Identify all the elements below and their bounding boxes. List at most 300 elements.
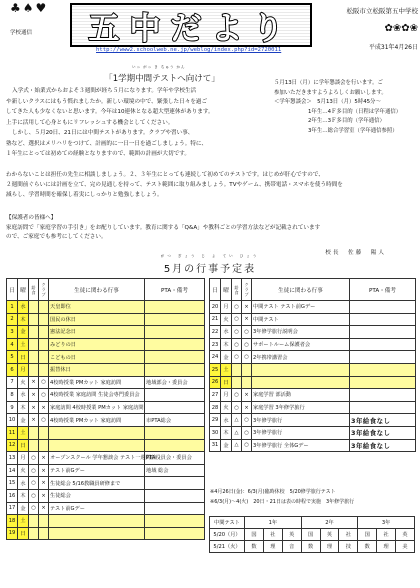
day-cell: 29 [210, 414, 221, 427]
club-cell: × [39, 464, 49, 477]
table-row [7, 351, 205, 364]
weekday-cell: 日 [221, 376, 232, 389]
lunch-cell [29, 313, 39, 326]
club-cell [242, 376, 252, 389]
newsletter-header [0, 0, 420, 58]
pta-cell: 3年給食なし [350, 439, 416, 452]
day-cell: 5 [7, 351, 18, 364]
lunch-cell: △ [232, 439, 242, 452]
table-row [210, 363, 416, 376]
pta-cell: 3年給食なし [350, 414, 416, 427]
pta-cell [145, 439, 205, 452]
event-cell: 家庭訪問 4校時授業 PMカット 家庭訪問 [49, 401, 145, 414]
day-cell: 12 [7, 439, 18, 452]
exam-cell: 国 [245, 529, 264, 541]
event-cell: 3年修学旅行 [252, 426, 350, 439]
pta-cell: 市PTA総会 [145, 414, 205, 427]
event-cell: こどもの日 [49, 351, 145, 364]
pta-cell [350, 351, 416, 364]
weekday-cell: 火 [221, 313, 232, 326]
newsletter-type-label: 学校通信 [10, 30, 33, 36]
pta-cell [145, 489, 205, 502]
table-row [210, 439, 416, 452]
weekday-cell: 木 [18, 489, 29, 502]
club-cell [39, 439, 49, 452]
weekday-cell: 木 [221, 426, 232, 439]
flower-decoration-icon: ✿❀✿❀ [384, 23, 418, 34]
schedule-title: 5月の行事予定表 [163, 264, 257, 275]
club-cell: × [39, 477, 49, 490]
club-cell: ○ [39, 389, 49, 402]
day-cell: 22 [210, 326, 221, 339]
exam-cell: 音 [282, 541, 301, 553]
club-cell: ○ [39, 414, 49, 427]
parents-line: ので、ご家庭でも参考にしてください。 [6, 234, 107, 240]
exam-cell: 美 [396, 541, 415, 553]
issue-date: 平成31年4月26日 [368, 44, 418, 51]
header-right [316, 6, 418, 51]
weekday-cell: 土 [18, 338, 29, 351]
weekday-cell: 月 [18, 452, 29, 465]
article-line: 上手に活用して心身ともにリフレッシュする機会としてください。 [6, 119, 174, 126]
table-row [210, 301, 416, 314]
lunch-cell: ○ [232, 301, 242, 314]
day-cell: 19 [7, 527, 18, 540]
pta-cell [350, 326, 416, 339]
exam-header-row [210, 517, 415, 529]
event-cell: 中間テスト [252, 313, 350, 326]
exam-header-cell: 2年 [301, 517, 358, 529]
club-cell: ○ [242, 351, 252, 364]
table-row [7, 527, 205, 540]
day-cell: 21 [210, 313, 221, 326]
article-line: わからないことは担任の先生に相談しましょう。２、３年生にとっても連続して初めてのテストです。はじめが肝心ですので、 [6, 172, 324, 178]
lunch-cell: × [29, 401, 39, 414]
day-cell: 3 [7, 326, 18, 339]
weekday-cell: 土 [18, 426, 29, 439]
lunch-cell: ○ [29, 464, 39, 477]
article-line: １年生にとっては初めての経験となりますので、範囲の計画が大切です。 [6, 151, 190, 157]
note-line: ※4月26日(金)：6/3(月)臨時休校 5/20修学旅行テスト [210, 489, 336, 495]
pta-cell [145, 401, 205, 414]
table-row [7, 502, 205, 515]
lunch-cell: × [29, 414, 39, 427]
day-cell: 7 [7, 376, 18, 389]
exam-cell: 数 [358, 541, 377, 553]
table-row [7, 477, 205, 490]
col-club: クラブ [39, 279, 49, 301]
table-row [7, 326, 205, 339]
day-cell: 9 [7, 401, 18, 414]
day-cell: 18 [7, 515, 18, 528]
event-cell: 中間テスト テスト前Gデー [252, 301, 350, 314]
club-cell: ○ [242, 338, 252, 351]
article-body [6, 86, 268, 160]
table-row [7, 376, 205, 389]
lunch-cell: ○ [232, 401, 242, 414]
parents-heading: 【保護者の皆様へ】 [6, 215, 57, 221]
event-cell: 4校時授業 家庭訪問 生徒会専門委員会 [49, 389, 145, 402]
day-cell: 14 [7, 464, 18, 477]
day-cell: 4 [7, 338, 18, 351]
club-cell: ○ [242, 426, 252, 439]
weekday-cell: 木 [18, 401, 29, 414]
club-cell: ○ [242, 414, 252, 427]
day-cell: 16 [7, 489, 18, 502]
weekday-cell: 月 [221, 301, 232, 314]
exam-cell: 技 [339, 541, 358, 553]
pta-cell [145, 313, 205, 326]
notice-line: ５月13日（月）に学年懇談会を行います。ご [274, 80, 383, 86]
lunch-cell: △ [232, 426, 242, 439]
col-event: 生徒に関わる行事 [252, 279, 350, 301]
event-cell: 生徒総会 [49, 489, 145, 502]
lunch-cell: ○ [232, 338, 242, 351]
exam-cell: 数 [301, 541, 320, 553]
parents-notice [6, 214, 416, 258]
table-row [7, 426, 205, 439]
club-cell: ○ [39, 376, 49, 389]
col-weekday: 曜 [18, 279, 29, 301]
weekday-cell: 火 [18, 376, 29, 389]
pta-cell: 地域 総会 [145, 464, 205, 477]
event-cell: 4校時授業 PMカット 家庭訪問 [49, 376, 145, 389]
article-line: や新しいクラスにはもう慣れましたか。新しい環境の中で、緊張した日々を過ご [6, 98, 208, 105]
col-lunch: 給食 [232, 279, 242, 301]
exam-cell: 5/21（火） [210, 541, 245, 553]
article-line: 入学式・始業式からおよそ３週間が経ち５月になります。学年や学校生活 [12, 88, 197, 94]
club-cell [39, 426, 49, 439]
event-cell: みどりの日 [49, 338, 145, 351]
pta-cell [350, 389, 416, 402]
lunch-cell: ○ [29, 502, 39, 515]
club-cell [39, 527, 49, 540]
exam-cell: 国 [358, 529, 377, 541]
club-cell [39, 338, 49, 351]
event-cell [49, 439, 145, 452]
schedule-table-right [209, 278, 416, 452]
table-row [210, 313, 416, 326]
table-row [7, 389, 205, 402]
day-cell: 23 [210, 338, 221, 351]
day-cell: 25 [210, 363, 221, 376]
lunch-cell [29, 426, 39, 439]
weekday-cell: 水 [18, 477, 29, 490]
event-cell: オープンスクール 学年懇談会 テスト一週間前 [49, 452, 145, 465]
weekday-cell: 金 [18, 326, 29, 339]
weekday-cell: 木 [221, 338, 232, 351]
masthead-title-box [70, 3, 312, 47]
weekday-cell: 土 [221, 363, 232, 376]
lunch-cell: ○ [232, 326, 242, 339]
event-cell [252, 363, 350, 376]
lunch-cell [29, 301, 39, 314]
club-cell: × [39, 489, 49, 502]
club-cell [39, 301, 49, 314]
principal-signature: 校長 佐藤 陽人 [325, 249, 386, 256]
day-cell: 13 [7, 452, 18, 465]
exam-cell: 理 [320, 541, 339, 553]
day-cell: 11 [7, 426, 18, 439]
col-pta: PTA・備考 [145, 279, 205, 301]
table-row [210, 376, 416, 389]
day-cell: 6 [7, 363, 18, 376]
event-cell: 家庭学習 3年修学旅行 [252, 401, 350, 414]
pta-cell: 地域部会・委員会 [145, 376, 205, 389]
club-cell: ○ [242, 439, 252, 452]
pta-cell [145, 326, 205, 339]
day-cell: 10 [7, 414, 18, 427]
table-row [7, 464, 205, 477]
article-body-wide [6, 170, 416, 200]
weekday-cell: 水 [221, 326, 232, 339]
notice-line: 2年生…3Ｆ多目的（学年通信） [308, 118, 385, 125]
pta-cell [145, 426, 205, 439]
exam-header-cell: 3年 [358, 517, 415, 529]
event-cell [49, 426, 145, 439]
school-website-link[interactable]: http://www2.schoolweb.ne.jp/weblog/index.php?id=2720011 [96, 47, 282, 53]
article-line: 塾など、選択はメリハリをつけて、計画的に一日一日を過ごしましょう。特に、 [6, 140, 208, 147]
parent-meeting-notice [274, 79, 414, 153]
day-cell: 24 [210, 351, 221, 364]
event-cell: 3年修学旅行 全体Gデー [252, 439, 350, 452]
notice-line: 1年生…4Ｆ多目的（日程は学年通信） [308, 108, 402, 115]
col-pta: PTA・備考 [350, 279, 416, 301]
club-cell: × [242, 401, 252, 414]
table-row [210, 351, 416, 364]
weekday-cell: 月 [18, 363, 29, 376]
exam-cell: 国 [301, 529, 320, 541]
event-cell: 振替休日 [49, 363, 145, 376]
table-row [7, 414, 205, 427]
schedule-title-ruby: がつ ぎょう じ よ てい ひょう [160, 254, 260, 258]
table-row [7, 515, 205, 528]
lunch-cell [232, 376, 242, 389]
day-cell: 20 [210, 301, 221, 314]
exam-timetable [209, 516, 415, 553]
lunch-cell [232, 363, 242, 376]
lunch-cell: × [29, 376, 39, 389]
col-day: 日 [7, 279, 18, 301]
article-line: しかし、５月20日、21日には中間テストがあります。クラブや習い事、 [12, 130, 194, 136]
pta-cell [350, 313, 416, 326]
exam-cell: 社 [339, 529, 358, 541]
pta-cell [350, 301, 416, 314]
pta-cell [350, 376, 416, 389]
event-cell [49, 527, 145, 540]
exam-cell: 理 [263, 541, 282, 553]
pta-cell [350, 363, 416, 376]
lunch-cell [29, 338, 39, 351]
table-row [210, 414, 416, 427]
col-day: 日 [210, 279, 221, 301]
club-cell: × [242, 389, 252, 402]
weekday-cell: 月 [221, 389, 232, 402]
day-cell: 8 [7, 389, 18, 402]
event-cell [49, 515, 145, 528]
club-cell [39, 363, 49, 376]
club-cell: × [242, 313, 252, 326]
lunch-cell [29, 439, 39, 452]
table-row [7, 313, 205, 326]
day-cell: 17 [7, 502, 18, 515]
table-row [7, 338, 205, 351]
event-cell: 3年修学旅行 [252, 414, 350, 427]
club-cell: ○ [242, 326, 252, 339]
event-cell [252, 376, 350, 389]
schedule-table-left [6, 278, 205, 540]
exam-cell: 理 [377, 541, 396, 553]
day-cell: 2 [7, 313, 18, 326]
lunch-cell [29, 326, 39, 339]
exam-cell: 英 [282, 529, 301, 541]
table-header-row [7, 279, 205, 301]
exam-cell: 英 [320, 529, 339, 541]
pta-cell [145, 477, 205, 490]
table-row [210, 326, 416, 339]
event-cell: 4校時授業 PMカット 家庭訪問 [49, 414, 145, 427]
weekday-cell: 日 [18, 527, 29, 540]
lunch-cell: ○ [232, 313, 242, 326]
parents-line: 家庭訪問で「家庭学習の手引き」をお配りしています。教育に関する「Q&A」や教科ごとの学習方法などが記載されています [6, 224, 321, 231]
event-cell: サポートルーム保護者会 [252, 338, 350, 351]
table-row [210, 401, 416, 414]
pta-cell [350, 338, 416, 351]
lunch-cell [29, 351, 39, 364]
exam-cell: 社 [263, 529, 282, 541]
weekday-cell: 土 [18, 515, 29, 528]
event-cell: テスト前Gデー [49, 502, 145, 515]
lunch-cell [29, 527, 39, 540]
notice-line: 3年生…総合学習室（学年通信参照） [308, 127, 398, 134]
pta-cell [145, 351, 205, 364]
weekday-cell: 火 [221, 401, 232, 414]
lunch-cell [29, 515, 39, 528]
event-cell: 2年携帯講習会 [252, 351, 350, 364]
weekday-cell: 金 [18, 502, 29, 515]
weekday-cell: 水 [221, 414, 232, 427]
exam-header-cell: 1年 [245, 517, 302, 529]
exam-row [210, 541, 415, 553]
col-club: クラブ [242, 279, 252, 301]
club-cell: × [242, 301, 252, 314]
exam-cell: 5/20（月） [210, 529, 245, 541]
pta-cell [145, 502, 205, 515]
weekday-cell: 金 [221, 351, 232, 364]
weekday-cell: 金 [18, 414, 29, 427]
table-row [7, 363, 205, 376]
event-cell: テスト前Gデー [49, 464, 145, 477]
event-cell: 憲法記念日 [49, 326, 145, 339]
weekday-cell: 木 [18, 313, 29, 326]
pta-cell [145, 363, 205, 376]
decoration-icon: ♣♠♥ [10, 1, 49, 15]
lunch-cell [29, 363, 39, 376]
pta-cell [145, 389, 205, 402]
weekday-cell: 水 [18, 389, 29, 402]
lunch-cell: ○ [232, 351, 242, 364]
header-left [10, 2, 68, 50]
article-line: 減らし、学習時間を確保し着実にしっかりと勉強しましょう。 [6, 192, 163, 198]
table-row [210, 389, 416, 402]
pta-cell [350, 401, 416, 414]
pta-cell [145, 338, 205, 351]
article-title-block [72, 65, 252, 84]
day-cell: 31 [210, 439, 221, 452]
pta-cell [145, 301, 205, 314]
masthead-title: 五中だより [88, 10, 294, 47]
notice-line: ＜学年懇談会＞ 5月13日（月）5時45分〜 [274, 99, 381, 106]
club-cell [242, 363, 252, 376]
day-cell: 30 [210, 426, 221, 439]
weekday-cell: 日 [18, 351, 29, 364]
article-title: 「1学期中間テストへ向けて」 [104, 74, 220, 84]
table-row [7, 439, 205, 452]
article-line: してきた人も少なくないと思います。今年は10連休となる超大型連休があります。 [6, 109, 214, 115]
note-line: ※6/3(月)〜4(火) 20日・21日は表の時程で実施 3年修学旅行 [210, 498, 355, 505]
pta-cell [145, 527, 205, 540]
lunch-cell: ○ [29, 489, 39, 502]
lunch-cell: ○ [29, 477, 39, 490]
exam-cell: 社 [377, 529, 396, 541]
lunch-cell: ○ [232, 389, 242, 402]
event-cell: 家庭学習 部活動 [252, 389, 350, 402]
exam-header-cell: 中間テスト [210, 517, 245, 529]
weekday-cell: 金 [221, 439, 232, 452]
schedule-notes [210, 488, 416, 507]
club-cell [39, 351, 49, 364]
table-row [7, 489, 205, 502]
club-cell: × [39, 502, 49, 515]
table-row [7, 452, 205, 465]
weekday-cell: 日 [18, 439, 29, 452]
lunch-cell: △ [232, 414, 242, 427]
event-cell: 天皇即位 [49, 301, 145, 314]
club-cell [39, 326, 49, 339]
table-header-row [210, 279, 416, 301]
lunch-cell: × [29, 389, 39, 402]
table-row [7, 301, 205, 314]
weekday-cell: 火 [18, 464, 29, 477]
school-name: 松阪市立松阪第五中学校 [346, 7, 418, 15]
day-cell: 27 [210, 389, 221, 402]
club-cell [39, 515, 49, 528]
club-cell: × [39, 452, 49, 465]
day-cell: 1 [7, 301, 18, 314]
day-cell: 26 [210, 376, 221, 389]
weekday-cell: 水 [18, 301, 29, 314]
col-weekday: 曜 [221, 279, 232, 301]
event-cell: 生徒総会 5/16教職員研修まで [49, 477, 145, 490]
day-cell: 28 [210, 401, 221, 414]
event-cell: 3年修学旅行説明会 [252, 326, 350, 339]
lunch-cell: ○ [29, 452, 39, 465]
table-row [210, 338, 416, 351]
club-cell: × [39, 401, 49, 414]
pta-cell [145, 515, 205, 528]
notice-line: 参加いただきますようよろしくお願いします。 [274, 89, 387, 96]
article-title-ruby: いっ がっ き ちゅう かん [132, 65, 186, 69]
table-row [7, 401, 205, 414]
schedule-table-title [160, 254, 260, 275]
event-cell: 国民の休日 [49, 313, 145, 326]
pta-cell: PTA役員会・委員会 [145, 452, 205, 465]
pta-cell: 3年給食なし [350, 426, 416, 439]
article-line: ２週間前ぐらいには計画を立て、完の見通しを持って、テスト範囲に取り組みましょう。TVやゲーム、携帯電話・スマホを使う時間を [6, 182, 343, 188]
table-row [210, 426, 416, 439]
col-event: 生徒に関わる行事 [49, 279, 145, 301]
exam-cell: 数 [245, 541, 264, 553]
